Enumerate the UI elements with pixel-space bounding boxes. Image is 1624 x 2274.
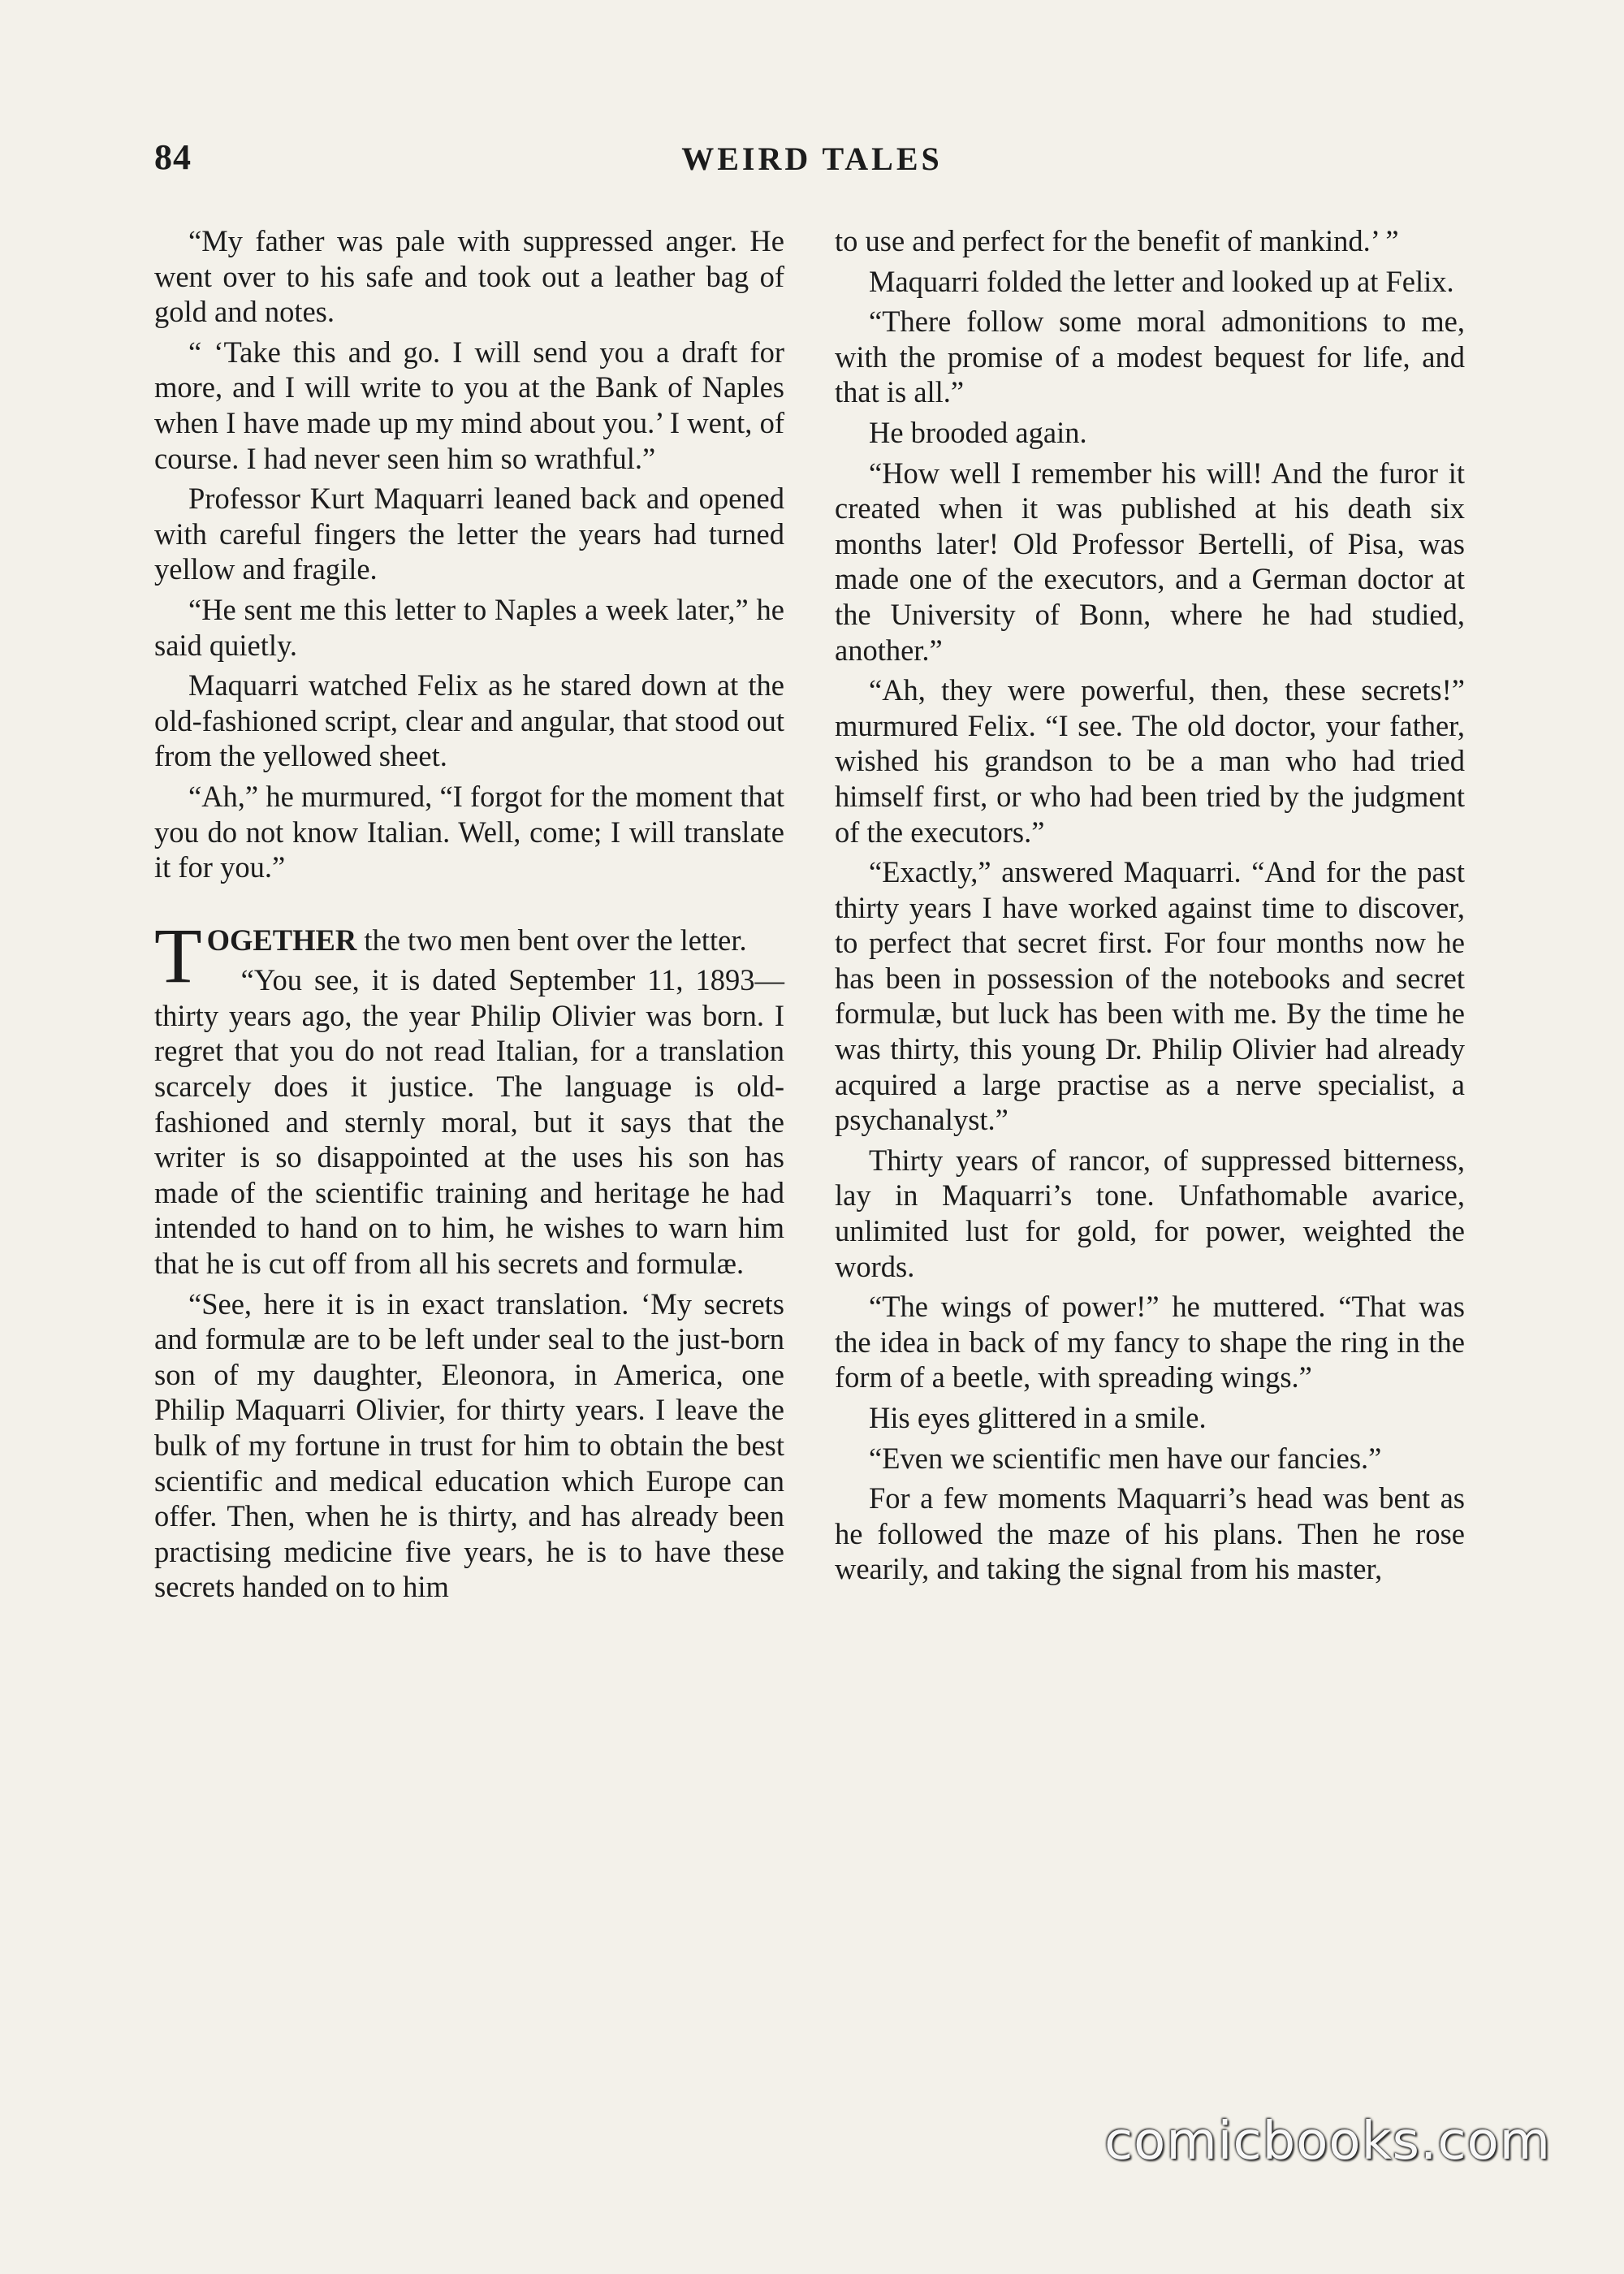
paragraph: “Ah, they were powerful, then, these secrets!” murmured Felix. “I see. The old doctor, your father, wished his grandson to be a man who had tried himself first, or who had been tried by the judgment of the executors.”: [835, 673, 1465, 849]
paragraph: His eyes glittered in a smile.: [869, 1401, 1207, 1434]
running-title: WEIRD TALES: [681, 141, 943, 177]
section-lead-rest: the two men bent over the letter.: [356, 923, 747, 957]
paragraph: Professor Kurt Maquarri leaned back and opened with careful fingers the letter the years had turned yellow and fragile.: [154, 482, 784, 586]
paragraph: “How well I remember his will! And the furor it created when it was published at his death six months later! Old Professor Bertelli, of Pisa, was made one of the executors, and a German doctor at the University of Bonn, where he had studied, another.”: [835, 456, 1465, 667]
paragraph: “ ‘Take this and go. I will send you a draft for more, and I will write to you at the Bank of Naples when I have made up my mind about you.’ I went, of course. I had never seen him so wrathful.”: [154, 335, 784, 475]
drop-cap: T: [154, 911, 202, 999]
right-column: [835, 223, 1465, 1592]
paragraph: “Exactly,” answered Maquarri. “And for the past thirty years I have worked against time to discover, to perfect that secret first. For four months now he has been in possession of the notebooks and secret formulæ, but luck has been with me. By the time he was thirty, this young Dr. Philip Olivier had already acquired a large practise as a nerve specialist, a psychanalyst.”: [835, 855, 1465, 1137]
paragraph: Maquarri folded the letter and looked up at Felix.: [869, 264, 1454, 298]
left-column: [154, 223, 784, 1610]
page-number: 84: [154, 137, 192, 177]
paragraph: “My father was pale with suppressed anger. He went over to his safe and took out a leather bag of gold and notes.: [154, 224, 784, 329]
paragraph: “The wings of power!” he muttered. “That was the idea in back of my fancy to shape the ring in the form of a beetle, with spreading wings.”: [835, 1290, 1465, 1394]
paragraph: Maquarri watched Felix as he stared down at the old-fashioned script, clear and angular, that stood out from the yellowed sheet.: [154, 668, 784, 773]
paragraph: “You see, it is dated September 11, 1893—thirty years ago, the year Philip Olivier was born. I regret that you do not read Italian, for a translation scarcely does it justice. The language is old-fashioned and sternly moral, but it says that the writer is so disappointed at the uses his son has made of the scientific training and heritage he had intended to hand on to him, he wishes to warn him that he is cut off from all his secrets and formulæ.: [154, 963, 784, 1281]
paragraph: “He sent me this letter to Naples a week later,” he said quietly.: [154, 592, 784, 662]
paragraph: “There follow some moral admonitions to me, with the promise of a modest bequest for life, and that is all.”: [835, 305, 1465, 409]
watermark: comicbooks.com: [1104, 2112, 1551, 2172]
section-lead-words: OGETHER: [206, 923, 357, 957]
paragraph: For a few moments Maquarri’s head was bent as he followed the maze of his plans. Then he rose wearily, and taking the signal from his master,: [835, 1481, 1465, 1586]
continued-paragraph: to use and perfect for the benefit of mankind.’ ”: [835, 224, 1399, 257]
paragraph: “See, here it is in exact translation. ‘My secrets and formulæ are to be left under seal to the just-born son of my daughter, Eleonora, in America, one Philip Maquarri Olivier, for thirty years. I leave the bulk of my fortune in trust for him to obtain the best scientific and medical education which Europe can offer. Then, when he is thirty, and has already been practising medicine five years, he is to have these secrets handed on to him: [154, 1286, 784, 1604]
section-opening-paragraph: [154, 911, 784, 999]
paragraph: “Even we scientific men have our fancies.”: [869, 1441, 1382, 1475]
paragraph: He brooded again.: [869, 415, 1087, 449]
paragraph: “Ah,” he murmured, “I forgot for the moment that you do not know Italian. Well, come; I will translate it for you.”: [154, 779, 784, 884]
paragraph: Thirty years of rancor, of suppressed bitterness, lay in Maquarri’s tone. Unfathomable avarice, unlimited lust for gold, for power, weighted the words.: [835, 1143, 1465, 1283]
